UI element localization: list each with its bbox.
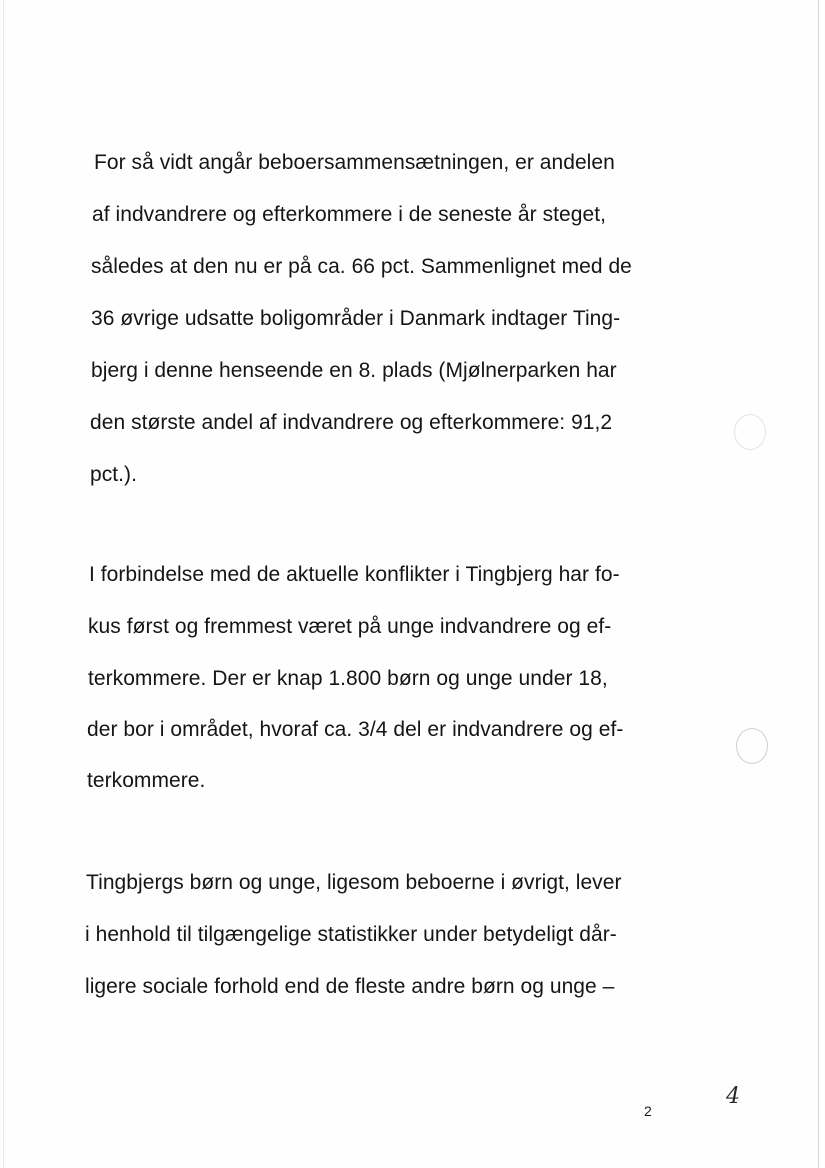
paragraph-line: således at den nu er på ca. 66 pct. Sammenlignet med de [91, 255, 632, 278]
left-page-edge [3, 0, 4, 1168]
paragraph-line: kus først og fremmest været på unge indvandrere og ef- [88, 615, 612, 638]
paragraph-line: i henhold til tilgængelige statistikker under betydeligt dår- [85, 923, 617, 946]
paragraph-line: ligere sociale forhold end de fleste andre børn og unge – [85, 975, 615, 998]
page-number: 2 [644, 1103, 652, 1119]
paragraph-line: pct.). [90, 463, 137, 486]
handwritten-page-number: 4 [726, 1084, 740, 1109]
paragraph-line: bjerg i denne henseende en 8. plads (Mjølnerparken har [91, 359, 617, 382]
paragraph-line: 36 øvrige udsatte boligområder i Danmark indtager Ting- [91, 307, 621, 330]
right-page-edge [818, 0, 819, 1168]
paragraph-line: For så vidt angår beboersammensætningen, er andelen [94, 151, 615, 174]
paragraph-line: terkommere. Der er knap 1.800 børn og unge under 18, [88, 667, 608, 690]
punch-hole-mark [736, 728, 768, 764]
paragraph-line: der bor i området, hvoraf ca. 3/4 del er indvandrere og ef- [87, 718, 624, 741]
paragraph-line: af indvandrere og efterkommere i de seneste år steget, [92, 203, 606, 226]
paragraph-line: terkommere. [87, 769, 206, 792]
paragraph-line: Tingbjergs børn og unge, ligesom beboerne i øvrigt, lever [86, 871, 622, 894]
punch-hole-mark [734, 414, 766, 450]
paragraph-line: den største andel af indvandrere og efterkommere: 91,2 [90, 411, 613, 434]
paragraph-line: I forbindelse med de aktuelle konflikter i Tingbjerg har fo- [89, 563, 620, 586]
